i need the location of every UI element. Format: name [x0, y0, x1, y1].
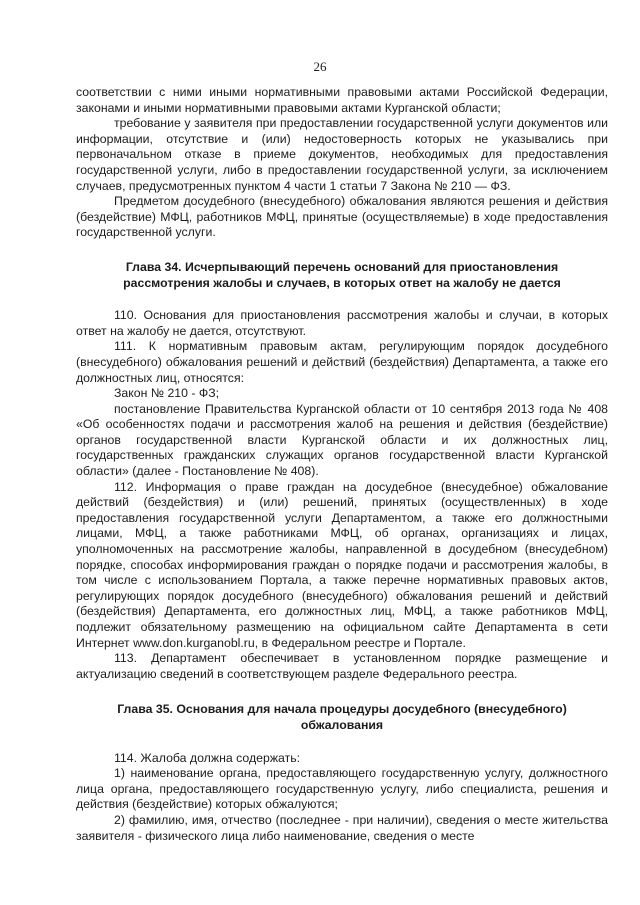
paragraph-111-law: Закон № 210 - ФЗ; — [114, 386, 220, 401]
paragraph-subject: Предметом досудебного (внесудебного) обжалования являются решения и действия (бездействие) МФЦ, работников МФЦ, принятые (осуществляемые) в ходе предоставления государственной услуги. — [76, 194, 608, 240]
paragraph-113: 113. Департамент обеспечивает в установленном порядке размещение и актуализацию сведений в соответствующем разделе Федерального реестра. — [76, 651, 608, 681]
paragraph-112: 112. Информация о праве граждан на досудебное (внесудебное) обжалование действий (бездействия) и (или) решений, принятых (осуществленных) в ходе предоставления государственной услуги Департаментом, а также его должностными лицами, МФЦ, а также работниками МФЦ, об органах, организациях и лицах, уполномоченных на рассмотрение жалобы, направленной в досудебном (внесудебном) порядке, способах информирования граждан о порядке подачи и рассмотрения жалобы, в том числе с использованием Портала, а также перечне нормативных правовых актов, регулирующих порядок досудебного (внесудебного) обжалования решений и действий (бездействия) Департамента, его должностных лиц, МФЦ, а также работников МФЦ, подлежит обязательному размещению на официальном сайте Департамента в сети Интернет www.don.kurganobl.ru, в Федеральном реестре и Портале. — [76, 479, 608, 650]
paragraph-110: 110. Основания для приостановления рассмотрения жалобы и случаи, в которых ответ на жалобу не дается, отсутствуют. — [76, 308, 608, 338]
document-body — [76, 85, 608, 844]
paragraph-114-item-2: 2) фамилию, имя, отчество (последнее - при наличии), сведения о месте жительства заявителя - физического лица либо наименование, сведения о месте — [76, 812, 608, 843]
paragraph-requirement: требование у заявителя при предоставлении государственной услуги документов или информации, отсутствие и (или) недостоверность которых не указывались при первоначальном отказе в приеме документов, необходимых для предоставления государственной услуги, либо в предоставлении государственной услуги, за исключением случаев, предусмотренных пунктом 4 части 1 статьи 7 Закона № 210 — ФЗ. — [76, 116, 608, 193]
page-number: 26 — [313, 59, 327, 74]
chapter-34-heading: Глава 34. Исчерпывающий перечень оснований для приостановления рассмотрения жалобы и случаев, в которых ответ на жалобу не дается — [123, 259, 561, 290]
paragraph-114-item-1: 1) наименование органа, предоставляющего государственную услугу, должностного лица органа, предоставляющего государственную услугу, либо специалиста, решения и действия (бездействие) которых обжалуются; — [76, 766, 608, 812]
paragraph-111: 111. К нормативным правовым актам, регулирующим порядок досудебного (внесудебного) обжалования решений и действий (бездействия) Департамента, а также его должностных лиц, относятся: — [76, 339, 608, 385]
paragraph-114: 114. Жалоба должна содержать: — [114, 750, 301, 765]
paragraph-continuation: соответствии с ними иными нормативными правовыми актами Российской Федерации, законами и иными нормативными правовыми актами Курганской области; — [76, 85, 608, 115]
paragraph-111-resolution: постановление Правительства Курганской области от 10 сентября 2013 года № 408 «Об особенностях подачи и рассмотрения жалоб на решения и действия (бездействие) органов государственной власти Курганской области и их должностных лиц, государственных гражданских служащих органов государственной власти Курганской области» (далее - Постановление № 408). — [76, 401, 608, 479]
chapter-35-heading: Глава 35. Основания для начала процедуры досудебного (внесудебного) обжалования — [117, 702, 567, 732]
